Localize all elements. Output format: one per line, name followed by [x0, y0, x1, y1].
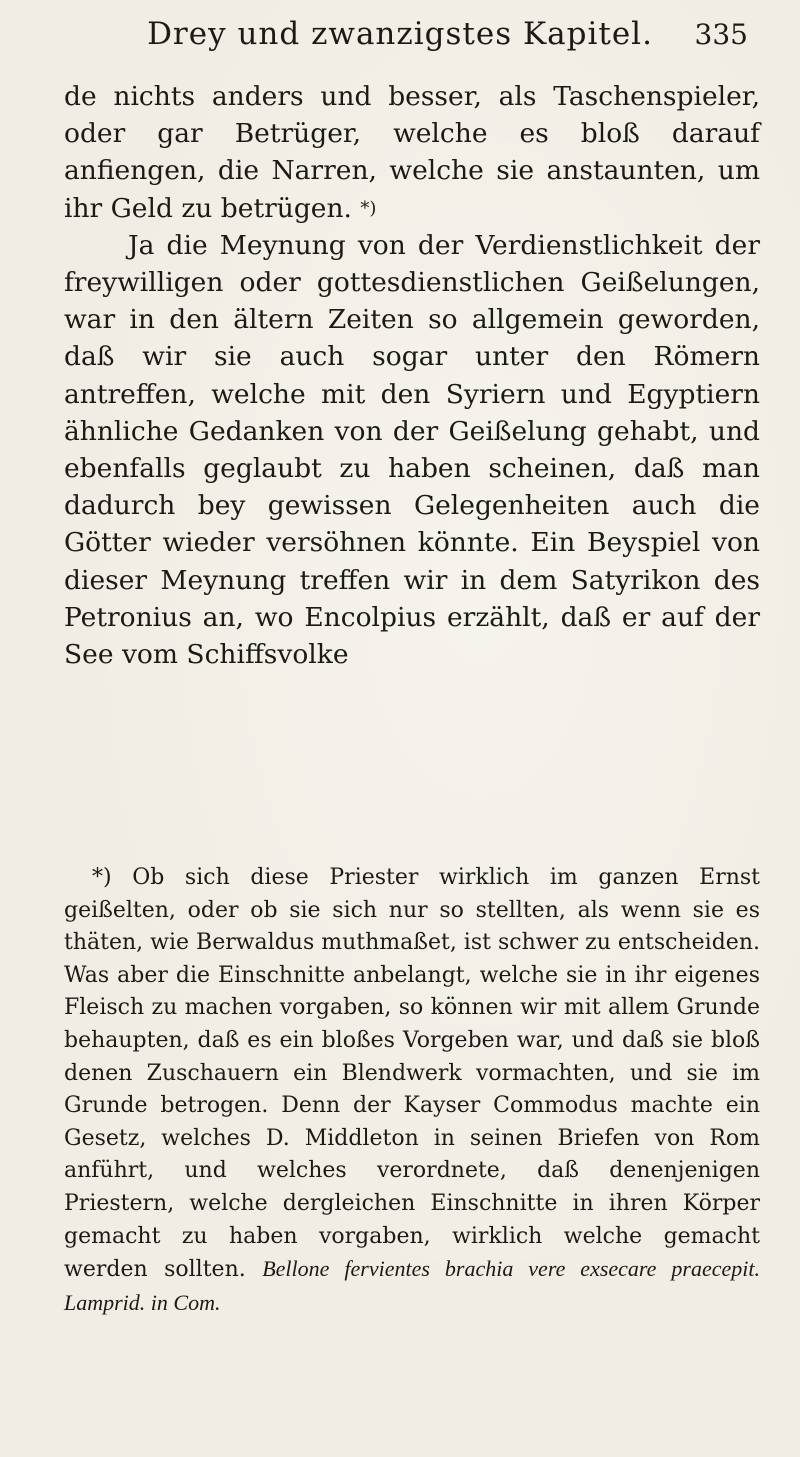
paragraph-1-text: de nichts anders und besser, als Taschenspieler, oder gar Betrüger, welche es bloß darauf anfiengen, die Narren, welche sie anstaunten, um ihr Geld zu betrügen. [64, 81, 760, 224]
footnote-mark: *) [92, 865, 112, 890]
paragraph-1 [64, 78, 760, 227]
footnote-paragraph [64, 862, 760, 1320]
running-head [52, 10, 748, 64]
footnote-text: Ob sich diese Priester wirklich im ganzen Ernst geißelten, oder ob sie sich nur so stellten, als wenn sie es thäten, wie Berwaldus muthmaßet, ist schwer zu entscheiden. Was aber die Einschnitte anbelangt, welche sie in ihr eigenes Fleisch zu machen vorgaben, so können wir mit allem Grunde behaupten, daß es ein bloßes Vorgeben war, und daß sie bloß denen Zuschauern ein Blendwerk vormachten, und sie im Grunde betrogen. Denn der Kayser Commodus machte ein Gesetz, welches D. Middleton in seinen Briefen von Rom anführt, und welches verordnete, daß denenjenigen Priestern, welche dergleichen Einschnitte in ihren Körper gemacht zu haben vorgaben, wirklich welche gemacht werden sollten. [64, 865, 761, 1283]
main-text [64, 78, 760, 673]
footnote-latin-quote: Bellone fervientes brachia vere exsecare praecepit. Lamprid. in Com. [64, 1256, 760, 1315]
paragraph-2: Ja die Meynung von der Verdienstlichkeit der freywilligen oder gottesdienstlichen Geißelungen, war in den ältern Zeiten so allgemein geworden, daß wir sie auch sogar unter den Römern antreffen, welche mit den Syriern und Egyptiern ähnliche Gedanken von der Geißelung gehabt, und ebenfalls geglaubt zu haben scheinen, daß man dadurch bey gewissen Gelegenheiten auch die Götter wieder versöhnen könnte. Ein Beyspiel von dieser Meynung treffen wir in dem Satyrikon des Petronius an, wo Encolpius erzählt, daß er auf der See vom Schiffsvolke [64, 229, 760, 671]
footnote-reference: *) [360, 197, 377, 219]
page-number: 335 [694, 18, 748, 51]
chapter-title: Drey und zwanzigstes Kapitel. [147, 16, 653, 52]
footnote [64, 862, 760, 1320]
